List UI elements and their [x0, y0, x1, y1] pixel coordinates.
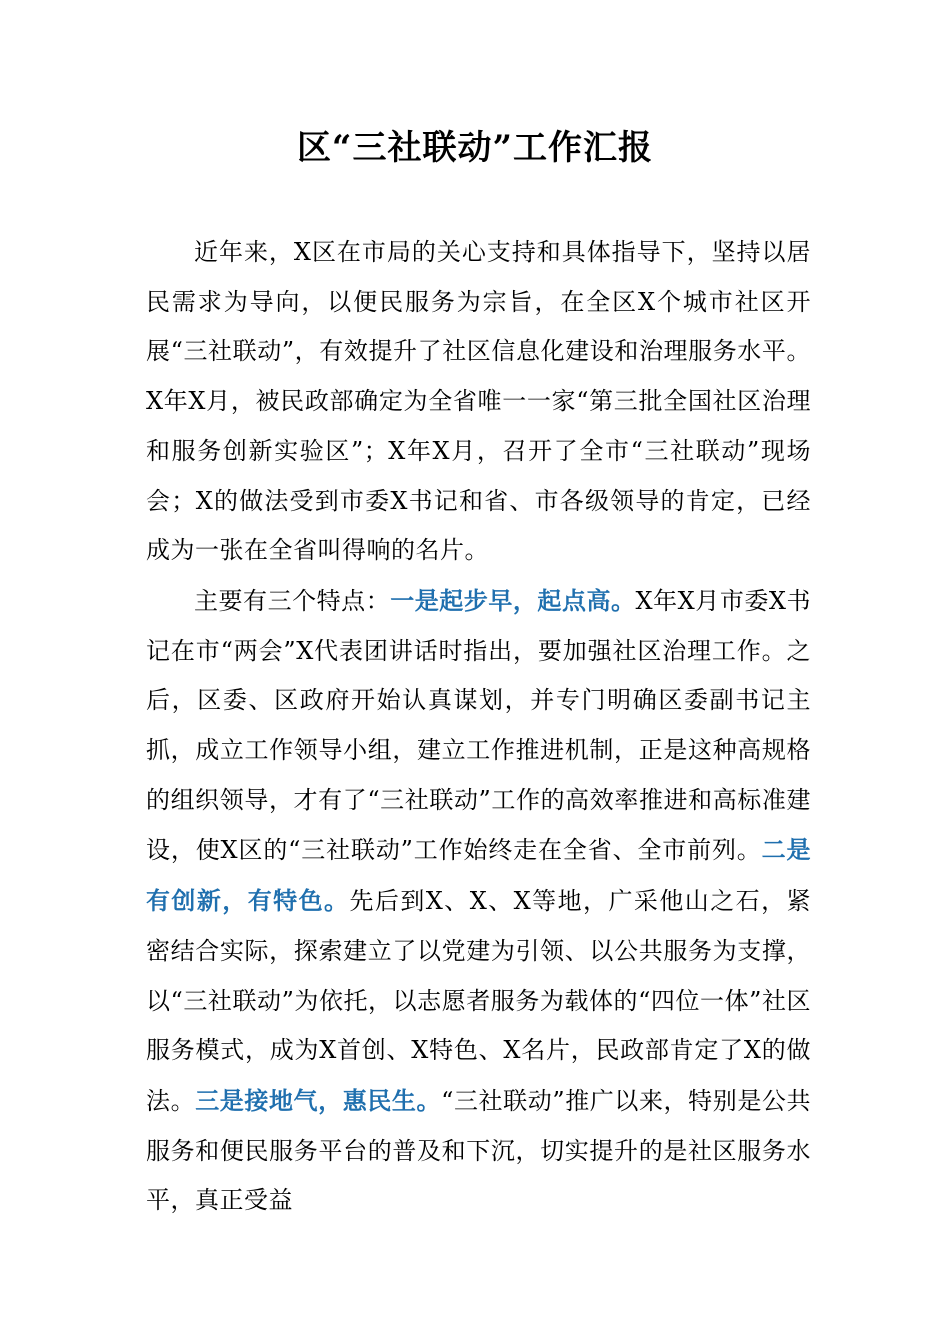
- feature-heading-3: 三是接地气，惠民生。: [195, 1085, 442, 1115]
- document-title: 区“三社联动”工作汇报: [296, 128, 654, 168]
- feature-heading-2: 二是有创新，有特色。: [146, 835, 812, 916]
- document-body: [146, 228, 811, 1226]
- feature-text-1: X年X月市委X书记在市“两会”X代表团讲话时指出，要加强社区治理工作。之后，区委、区政府开始认真谋划，并专门明确区委副书记主抓，成立工作领导小组，建立工作推进机制，正是这种高规格的组织领导，才有了“三社联动”工作的高效率推进和高标准建设，使X区的“三社联动”工作始终走在全省、全市前列。: [146, 586, 811, 865]
- features-intro: 主要有三个特点：: [194, 586, 391, 615]
- feature-heading-1: 一是起步早，起点高。: [390, 585, 636, 615]
- paragraph-intro: 近年来，X区在市局的关心支持和具体指导下，坚持以居民需求为导向，以便民服务为宗旨，在全区X个城市社区开展“三社联动”，有效提升了社区信息化建设和治理服务水平。X年X月，被民政部确定为全省唯一一家“第三批全国社区治理和服务创新实验区”；X年X月，召开了全市“三社联动”现场会；X的做法受到市委X书记和省、市各级领导的肯定，已经成为一张在全省叫得响的名片。: [146, 238, 811, 565]
- feature-text-3: “三社联动”推广以来，特别是公共服务和便民服务平台的普及和下沉，切实提升的是社区服务水平，真正受益: [146, 1086, 812, 1215]
- feature-text-2: 先后到X、X、X等地，广采他山之石，紧密结合实际，探索建立了以党建为引领、以公共服务为支撑，以“三社联动”为依托，以志愿者服务为载体的“四位一体”社区服务模式，成为X首创、X特色、X名片，民政部肯定了X的做法。: [146, 887, 812, 1115]
- paragraph-features: [146, 576, 811, 1226]
